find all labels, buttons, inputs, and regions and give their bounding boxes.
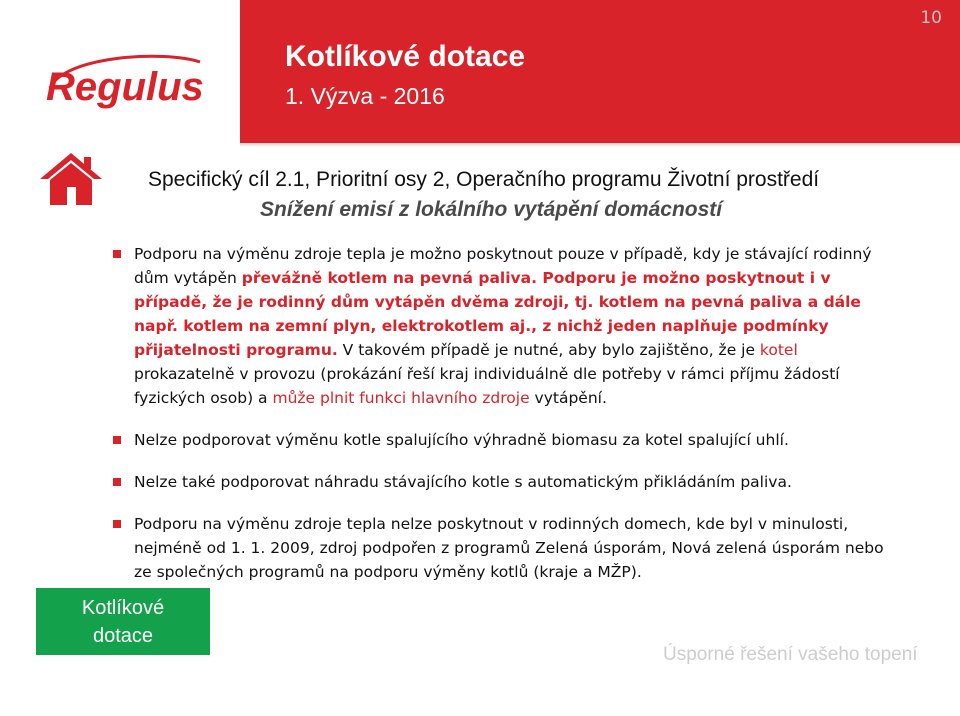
regulus-logo (44, 48, 204, 112)
bullet-highlight: kotel (759, 341, 798, 359)
page-subtitle: 1. Výzva - 2016 (285, 83, 445, 109)
square-bullet-icon (113, 520, 121, 528)
intro-line-2: Snížení emisí z lokálního vytápění domácností (260, 198, 723, 221)
list-item (110, 242, 885, 410)
bullet-text: V takovém případě je nutné, aby bylo zajištěno, že je (337, 341, 760, 359)
bullet-text: vytápění. (529, 389, 607, 407)
logo-text: Regulus (46, 65, 204, 109)
bullet-highlight: může plnit funkci hlavního zdroje (272, 389, 530, 407)
bullet-bold-text: převážně kotlem na pevná paliva. Podporu je možno poskytnout i v případě, že je rodinný dům vytápěn dvěma zdroji, tj. kotlem na pevná paliva a dále např. kotlem na zemní plyn, elektrokotlem aj., z nichž jeden naplňuje podmínky přijatelnosti programu. (134, 269, 861, 359)
list-item (110, 428, 885, 452)
square-bullet-icon (113, 250, 121, 258)
page-number: 10 (920, 8, 942, 28)
bullet-text: Nelze podporovat výměnu kotle spalujícího výhradně biomasu za kotel spalující uhlí. (134, 431, 789, 449)
bullet-list (110, 242, 885, 584)
brand-slogan: Úsporné řešení vašeho topení (663, 644, 918, 665)
square-bullet-icon (113, 478, 121, 486)
bullet-text: Podporu na výměnu zdroje tepla nelze poskytnout v rodinných domech, kde byl v minulosti, nejméně od 1. 1. 2009, zdroj podpořen z programů Zelená úsporám, Nová zelená úsporám nebo ze společných programů na podporu výměny kotlů (kraje a MŽP). (134, 515, 884, 581)
page-title: Kotlíkové dotace (285, 40, 526, 73)
badge-line-1: Kotlíkové (81, 597, 165, 619)
bullet-text: prokazatelně v provozu (prokázání řeší kraj individuálně dle potřeby v rámci příjmu žádostí fyzických osob) a (134, 365, 840, 407)
header-shadow (240, 143, 960, 147)
bullet-text: Nelze také podporovat náhradu stávajícího kotle s automatickým přikládáním paliva. (134, 473, 792, 491)
badge-line-2: dotace (92, 625, 154, 647)
list-item (110, 512, 885, 584)
house-icon (38, 151, 104, 207)
bullet-text: Podporu na výměnu zdroje tepla je možno poskytnout pouze v případě, kdy je stávající rodinný dům vytápěn (134, 245, 872, 287)
square-bullet-icon (113, 436, 121, 444)
intro-line-1: Specifický cíl 2.1, Prioritní osy 2, Operačního programu Životní prostředí (148, 168, 820, 191)
kotlikove-dotace-badge (36, 588, 210, 655)
list-item (110, 470, 885, 494)
